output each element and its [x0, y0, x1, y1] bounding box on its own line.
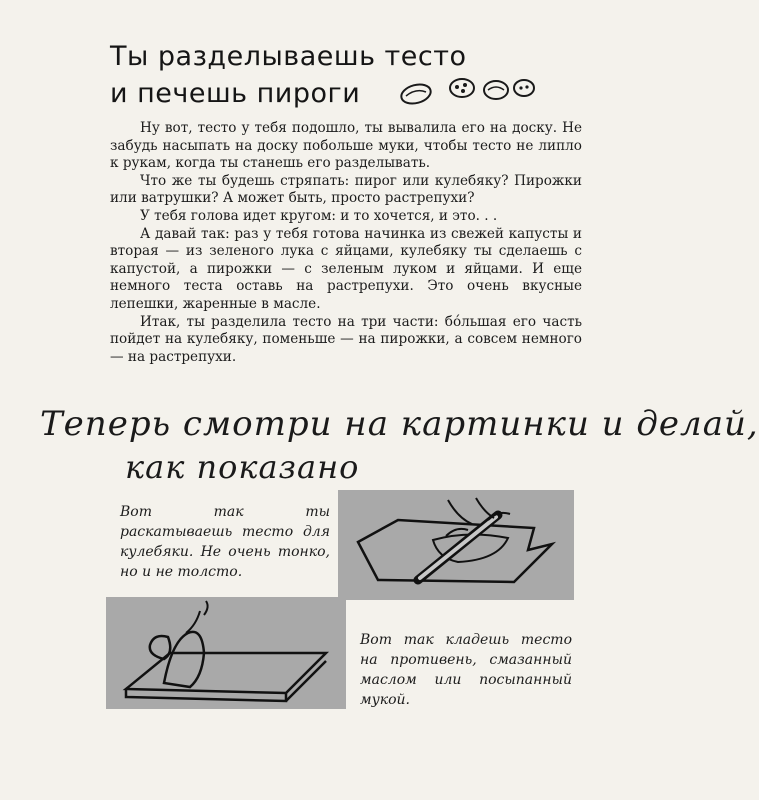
handwritten-heading-line-2: как показано: [125, 448, 360, 486]
caption-placing: Вот так кладешь тесто на противень, смазанный маслом или посыпанный мукой.: [360, 632, 572, 708]
paragraph: Что же ты будешь стряпать: пирог или кулебяку? Пирожки или ватрушки? А может быть, просто растрепухи?: [110, 172, 582, 207]
title-line-2: и печешь пироги: [110, 78, 361, 109]
paragraph: А давай так: раз у тебя готова начинка из свежей капусты и вторая — из зеленого лука с яйцами, кулебяку ты сделаешь с капустой, а пирожки — с зеленым луком и яйцами. И еще немного теста оставь на растрепухи. Это очень вкусные лепешки, жаренные в масле.: [110, 225, 582, 312]
rolling-pin-illustration: [338, 490, 574, 600]
pies-icon: [400, 74, 540, 110]
title-line-1: Ты разделываешь тесто: [110, 41, 467, 72]
handwritten-heading-line-1: Теперь смотри на картинки и делай,: [40, 404, 759, 444]
paragraph: Итак, ты разделила тесто на три части: бóльшая его часть пойдет на кулебяку, поменьше — на пирожки, а совсем немного — на растрепухи.: [110, 313, 582, 365]
paragraph: Ну вот, тесто у тебя подошло, ты вывалила его на доску. Не забудь насыпать на доску побольше муки, чтобы тесто не липло к рукам, когда ты станешь его разделывать.: [110, 120, 582, 172]
body-text: [110, 120, 582, 366]
baking-tray-illustration: [106, 597, 346, 709]
paragraph: У тебя голова идет кругом: и то хочется, и это. . .: [140, 207, 498, 224]
caption-rolling: Вот так ты раскатываешь тесто для кулебяки. Не очень тонко, но и не толсто.: [120, 504, 330, 580]
